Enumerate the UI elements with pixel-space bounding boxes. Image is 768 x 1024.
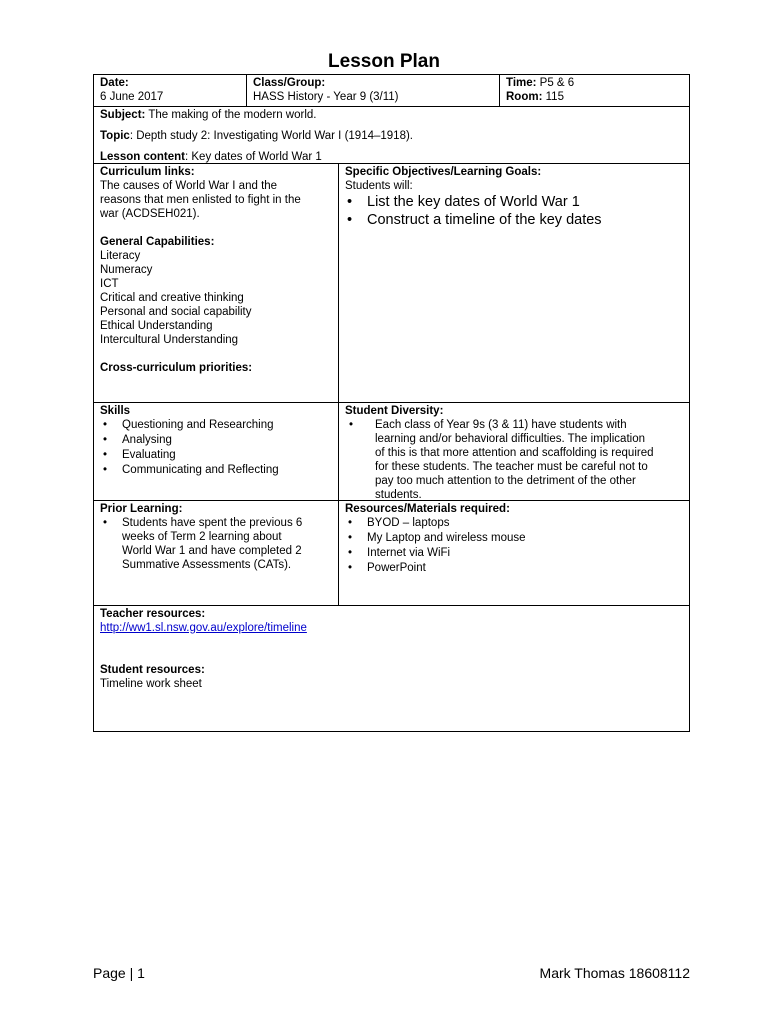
- class-label: Class/Group:: [253, 77, 326, 89]
- curriculum-cell: [93, 163, 339, 403]
- topic-value: : Depth study 2: Investigating World War I (1914–1918).: [129, 130, 413, 142]
- skill-item: • Evaluating: [100, 448, 332, 463]
- objective-item: • List the key dates of World War 1: [345, 193, 683, 211]
- curriculum-links-line: The causes of World War I and the: [100, 180, 278, 192]
- prior-learning-line: Summative Assessments (CATs).: [122, 559, 292, 571]
- resources-cell: [93, 605, 690, 732]
- cross-curriculum-label: Cross-curriculum priorities:: [100, 362, 253, 374]
- room-value: 115: [545, 91, 564, 103]
- teacher-resources-link[interactable]: http://ww1.sl.nsw.gov.au/explore/timeline: [100, 622, 307, 634]
- objectives-intro: Students will:: [345, 180, 413, 192]
- diversity-line: students.: [375, 489, 422, 501]
- diversity-cell: [338, 402, 690, 501]
- class-cell: [246, 74, 500, 107]
- page-number: Page | 1: [93, 965, 145, 981]
- time-label: Time:: [506, 77, 537, 89]
- capability-item: Personal and social capability: [100, 306, 252, 318]
- diversity-line: pay too much attention to the detriment of the other: [375, 475, 636, 487]
- diversity-label: Student Diversity:: [345, 405, 444, 417]
- materials-list: [345, 516, 683, 576]
- student-resources-label: Student resources:: [100, 664, 205, 676]
- capability-item: Numeracy: [100, 264, 153, 276]
- material-item: • PowerPoint: [345, 561, 683, 576]
- skills-cell: [93, 402, 339, 501]
- capability-item: Literacy: [100, 250, 141, 262]
- prior-learning-line: World War 1 and have completed 2: [122, 545, 302, 557]
- subject-label: Subject:: [100, 109, 146, 121]
- capability-item: Ethical Understanding: [100, 320, 213, 332]
- time-value: P5 & 6: [539, 77, 575, 89]
- lesson-content-label: Lesson content: [100, 151, 185, 163]
- objective-item: • Construct a timeline of the key dates: [345, 211, 683, 229]
- bullet-icon: •: [349, 419, 354, 431]
- objectives-cell: [338, 163, 690, 403]
- skill-item: • Analysing: [100, 433, 332, 448]
- prior-learning-cell: [93, 500, 339, 606]
- prior-learning-line: weeks of Term 2 learning about: [122, 531, 282, 543]
- student-resources-value: Timeline work sheet: [100, 678, 202, 690]
- prior-learning-label: Prior Learning:: [100, 503, 183, 515]
- material-item: • Internet via WiFi: [345, 546, 683, 561]
- lesson-content-value: : Key dates of World War 1: [184, 151, 322, 163]
- skill-item: • Communicating and Reflecting: [100, 463, 332, 478]
- skills-label: Skills: [100, 405, 131, 417]
- capability-item: Intercultural Understanding: [100, 334, 239, 346]
- date-label: Date:: [100, 77, 129, 89]
- bullet-icon: •: [103, 517, 108, 529]
- objectives-label: Specific Objectives/Learning Goals:: [345, 166, 542, 178]
- diversity-line: learning and/or behavioral difficulties. The implication: [375, 433, 645, 445]
- diversity-line: Each class of Year 9s (3 & 11) have students with: [375, 419, 627, 431]
- time-room-cell: [499, 74, 690, 107]
- materials-label: Resources/Materials required:: [345, 503, 510, 515]
- general-capabilities-label: General Capabilities:: [100, 236, 215, 248]
- objectives-list: [345, 193, 683, 229]
- curriculum-links-line: war (ACDSEH021).: [100, 208, 200, 220]
- material-item: • BYOD – laptops: [345, 516, 683, 531]
- skills-list: [100, 418, 332, 478]
- author-footer: Mark Thomas 18608112: [539, 965, 690, 981]
- page-title: Lesson Plan: [328, 51, 440, 72]
- curriculum-links-line: reasons that men enlisted to fight in the: [100, 194, 301, 206]
- subject-cell: [93, 106, 690, 164]
- date-cell: [93, 74, 247, 107]
- capability-item: ICT: [100, 278, 119, 290]
- material-item: • My Laptop and wireless mouse: [345, 531, 683, 546]
- topic-label: Topic: [100, 130, 130, 142]
- date-value: 6 June 2017: [100, 91, 164, 103]
- skill-item: • Questioning and Researching: [100, 418, 332, 433]
- diversity-line: for these students. The teacher must be careful not to: [375, 461, 648, 473]
- subject-value: The making of the modern world.: [148, 109, 317, 121]
- teacher-resources-label: Teacher resources:: [100, 608, 206, 620]
- room-label: Room:: [506, 91, 543, 103]
- diversity-line: of this is that more attention and scaffolding is required: [375, 447, 654, 459]
- class-value: HASS History - Year 9 (3/11): [253, 91, 399, 103]
- capability-item: Critical and creative thinking: [100, 292, 244, 304]
- materials-cell: [338, 500, 690, 606]
- prior-learning-line: Students have spent the previous 6: [122, 517, 303, 529]
- curriculum-links-label: Curriculum links:: [100, 166, 195, 178]
